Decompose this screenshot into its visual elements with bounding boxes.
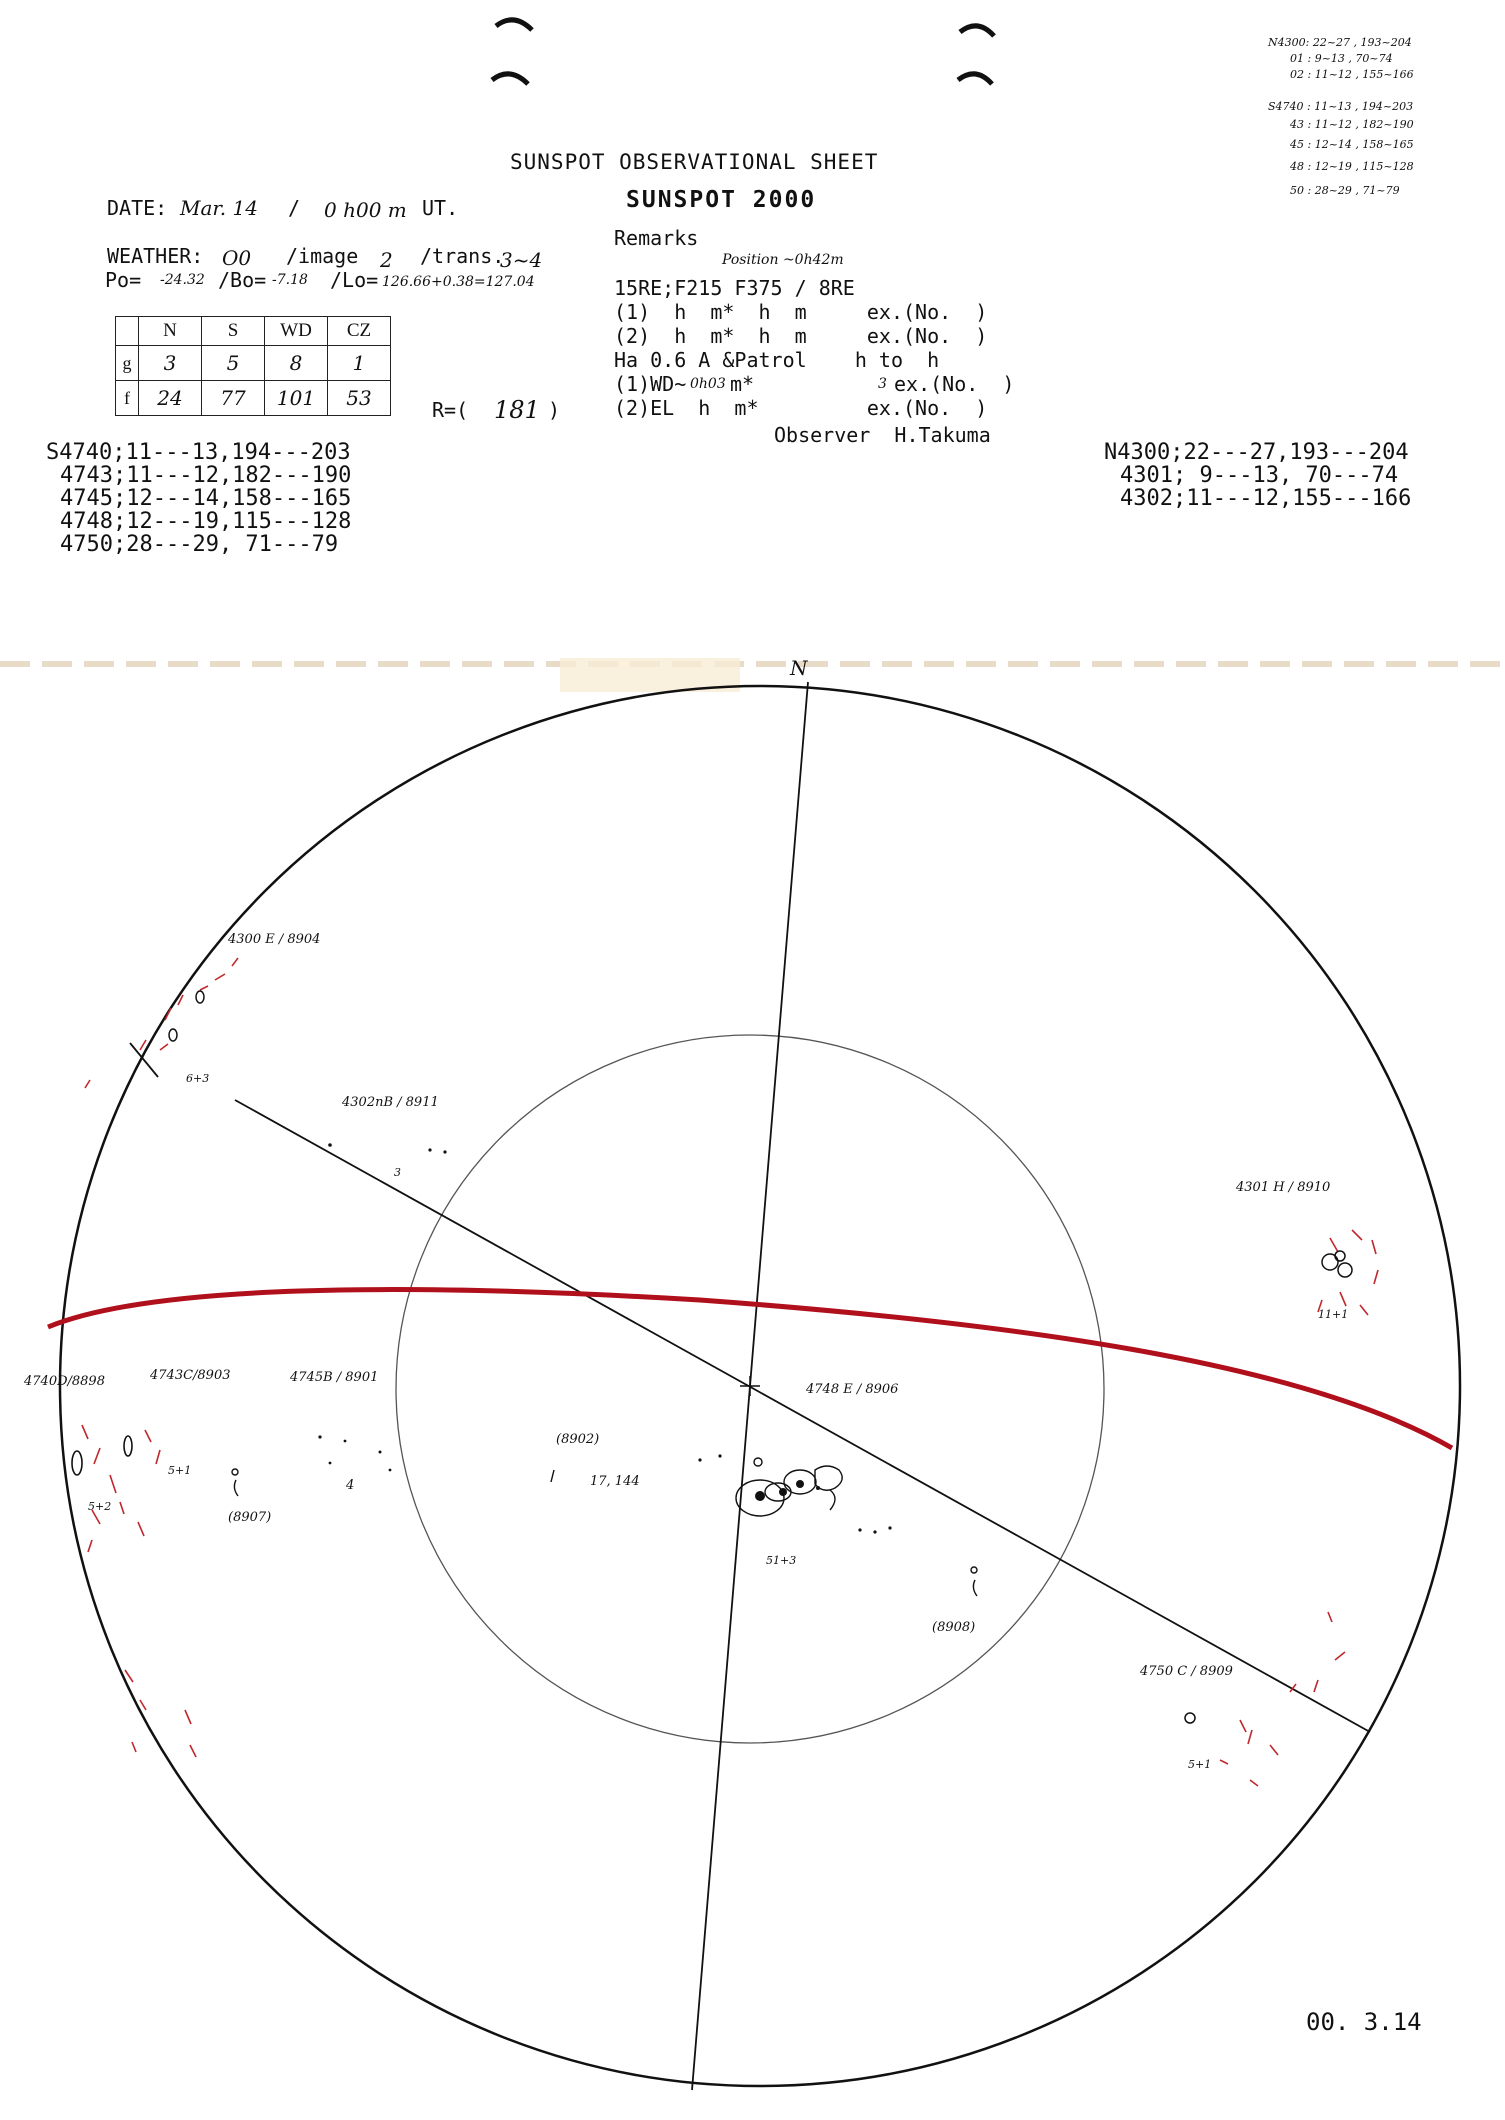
remarks-line-4: Ha 0.6 A &Patrol h to h [614,348,940,372]
corner-note-1: 01 : 9~13 , 70~74 [1290,52,1393,65]
south-group-1: 4743;11---12,182---190 [60,463,352,488]
sketch-4740-4743 [82,1425,160,1552]
corner-note-7: 50 : 28~29 , 71~79 [1290,184,1400,197]
remarks-line-2: (1) h m* h m ex.(No. ) [614,300,988,324]
sketch-4300-spots [169,991,204,1041]
label-4300: 4300 E / 8904 [228,932,321,947]
cell-g-n: 3 [139,346,202,381]
sketch-8908 [971,1567,977,1596]
table-header-row [116,317,391,346]
image-label: /image [286,244,359,268]
sketch-4745 [318,1435,391,1471]
remarks-label: Remarks [614,226,699,250]
binder-hole-right-top [960,26,994,36]
position-angle-line [235,1100,1370,1732]
row-label-f: f [116,381,139,416]
north-group-1: 4301; 9---13, 70---74 [1120,463,1399,488]
label-8907: (8907) [228,1510,272,1525]
corner-note-2: 02 : 11~12 , 155~166 [1290,68,1414,81]
col-header-s: S [202,317,265,346]
table-corner [116,317,139,346]
r-label: R=( [432,398,469,422]
label-8908: (8908) [932,1620,976,1635]
label-4743: 4743C/8903 [150,1368,231,1383]
col-header-wd: WD [265,317,328,346]
sketch-4750 [1220,1612,1345,1786]
time-unit: UT. [422,196,459,220]
cell-g-cz: 1 [328,346,391,381]
label-4748: 4748 E / 8906 [806,1382,899,1397]
binder-hole-left-top [496,20,532,30]
bo-value: -7.18 [272,272,308,288]
sketch-4302 [328,1143,446,1153]
date-stamp: 00. 3.14 [1306,2008,1422,2036]
sheet-subtitle: SUNSPOT 2000 [626,187,817,213]
weather-label: WEATHER: [107,244,204,268]
count-4748: 51+3 [766,1554,797,1567]
south-group-2: 4745;12---14,158---165 [60,486,352,511]
count-4740: 5+2 [88,1500,112,1513]
corner-note-6: 48 : 12~19 , 115~128 [1290,160,1414,173]
count-8902: 17, 144 [590,1474,640,1489]
north-group-2: 4302;11---12,155---166 [1120,486,1412,511]
sketch-8907 [232,1469,238,1496]
corner-note-5: 45 : 12~14 , 158~165 [1290,138,1414,151]
corner-note-3: S4740 : 11~13 , 194~203 [1268,100,1414,113]
binder-hole-right-bottom [958,74,992,84]
binder-hole-left-bottom [492,74,528,84]
bo-label: /Bo= [218,268,267,292]
label-4302: 4302nB / 8911 [342,1095,439,1110]
corner-note-4: 43 : 11~12 , 182~190 [1290,118,1414,131]
remarks-line-5d: 3 [878,376,887,392]
sketch-4301 [1318,1230,1378,1315]
po-value: -24.32 [160,272,205,288]
label-4740: 4740D/8898 [24,1374,105,1389]
corner-note-0: N4300: 22~27 , 193~204 [1268,36,1412,49]
north-group-0: N4300;22---27,193---204 [1104,440,1409,465]
trans-value: 3~4 [500,248,543,272]
label-4301: 4301 H / 8910 [1236,1180,1331,1195]
sketch-lower-left [125,1670,196,1757]
lo-value: 126.66+0.38=127.04 [382,274,535,290]
sketch-4740-spots [72,1436,132,1475]
sketch-4748 [736,1458,842,1516]
lo-label: /Lo= [330,268,379,292]
r-value: 181 [494,396,540,424]
sketch-4750-spot [1185,1713,1195,1723]
group-count-table [115,316,391,416]
cell-f-n: 24 [139,381,202,416]
count-4302: 3 [394,1166,401,1179]
cell-f-cz: 53 [328,381,391,416]
date-value: Mar. 14 [180,196,258,220]
sketch-8902 [551,1470,554,1482]
r-close: ) [548,398,561,422]
south-group-4: 4750;28---29, 71---79 [60,532,339,557]
table-row-f [116,381,391,416]
count-4300: 6+3 [186,1072,210,1085]
image-value: 2 [380,248,393,272]
position-note: Position ~0h42m [722,252,844,268]
cell-g-wd: 8 [265,346,328,381]
cell-f-s: 77 [202,381,265,416]
time-value: 0 h00 m [324,198,407,222]
south-group-3: 4748;12---19,115---128 [60,509,352,534]
date-label: DATE: [107,196,168,220]
remarks-line-5c: m* [730,372,755,396]
table-row-g [116,346,391,381]
remarks-line-5e: ex.(No. ) [894,372,1015,396]
trans-label: /trans. [420,244,505,268]
row-label-g: g [116,346,139,381]
col-header-n: N [139,317,202,346]
solar-equator [48,1290,1452,1448]
remarks-line-6: (2)EL h m* ex.(No. ) [614,396,988,420]
observer: Observer H.Takuma [774,423,991,447]
label-4745: 4745B / 8901 [290,1370,379,1385]
remarks-line-5a: (1)WD~ [614,372,687,396]
remarks-line-3: (2) h m* h m ex.(No. ) [614,324,988,348]
remarks-line-1: 15RE;F215 F375 / 8RE [614,276,855,300]
label-8902: (8902) [556,1432,600,1447]
count-4301: 11+1 [1318,1308,1349,1321]
sheet-title: SUNSPOT OBSERVATIONAL SHEET [510,150,879,174]
label-4750: 4750 C / 8909 [1140,1664,1233,1679]
weather-value: O0 [222,246,252,270]
col-header-cz: CZ [328,317,391,346]
count-4750: 5+1 [1188,1758,1212,1771]
south-group-0: S4740;11---13,194---203 [46,440,351,465]
count-4743: 5+1 [168,1464,192,1477]
north-marker: N [790,656,808,680]
date-separator: / [288,196,301,220]
po-label: Po= [105,268,142,292]
sketch-4301-spots [1322,1251,1352,1277]
remarks-line-5b: 0h03 [690,376,726,392]
cell-f-wd: 101 [265,381,328,416]
count-4745: 4 [346,1478,355,1493]
cell-g-s: 5 [202,346,265,381]
